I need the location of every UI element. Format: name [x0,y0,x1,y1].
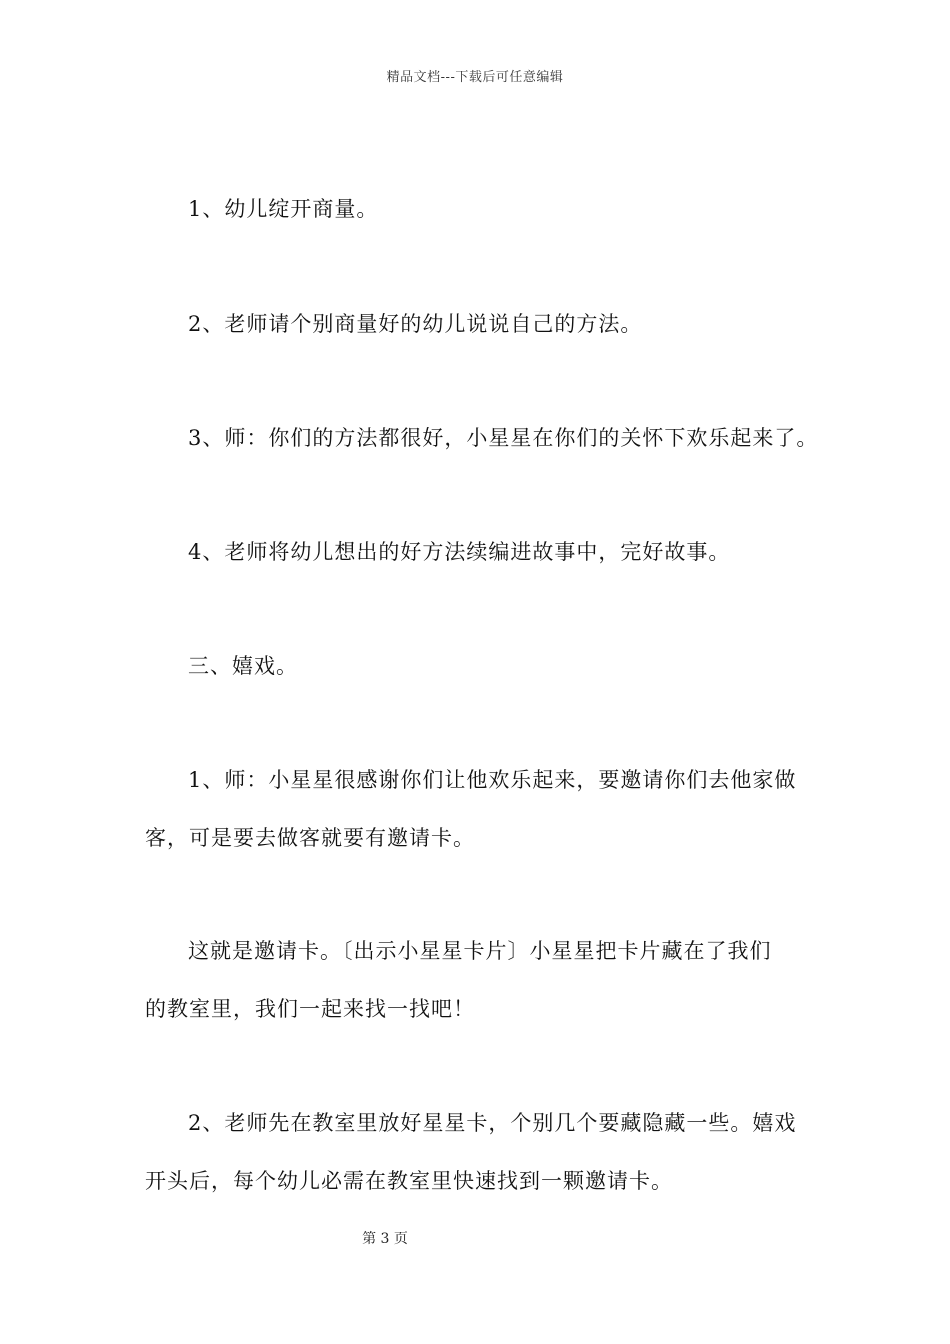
paragraph-1 [145,180,825,238]
paragraph-line: 客，可是要去做客就要有邀请卡。 [145,826,475,850]
paragraph-5 [145,751,825,867]
paragraph-line: 1、幼儿绽开商量。 [188,197,379,221]
paragraph-line: 4、老师将幼儿想出的好方法续编进故事中，完好故事。 [188,540,731,564]
paragraph-4 [145,523,825,581]
paragraph-line: 三、嬉戏。 [188,654,298,678]
paragraph-2 [145,295,825,353]
page-number: 第 3 页 [362,1231,408,1247]
paragraph-line: 2、老师请个别商量好的幼儿说说自己的方法。 [188,312,643,336]
paragraph-3 [145,409,825,467]
section-heading [145,637,825,695]
paragraph-line: 2、老师先在教室里放好星星卡，个别几个要藏隐藏一些。嬉戏 [188,1111,797,1135]
paragraph-line: 的教室里，我们一起来找一找吧！ [145,997,475,1021]
paragraph-line: 3、师：你们的方法都很好，小星星在你们的关怀下欢乐起来了。 [188,426,819,450]
paragraph-line: 开头后，每个幼儿必需在教室里快速找到一颗邀请卡。 [145,1169,673,1193]
paragraph-7 [145,1094,825,1210]
paragraph-line: 这就是邀请卡。〔出示小星星卡片〕小星星把卡片藏在了我们 [188,939,772,963]
page-header: 精品文档---下载后可任意编辑 [386,70,564,85]
paragraph-line: 1、师：小星星很感谢你们让他欢乐起来，要邀请你们去他家做 [188,768,797,792]
paragraph-6 [145,922,825,1038]
